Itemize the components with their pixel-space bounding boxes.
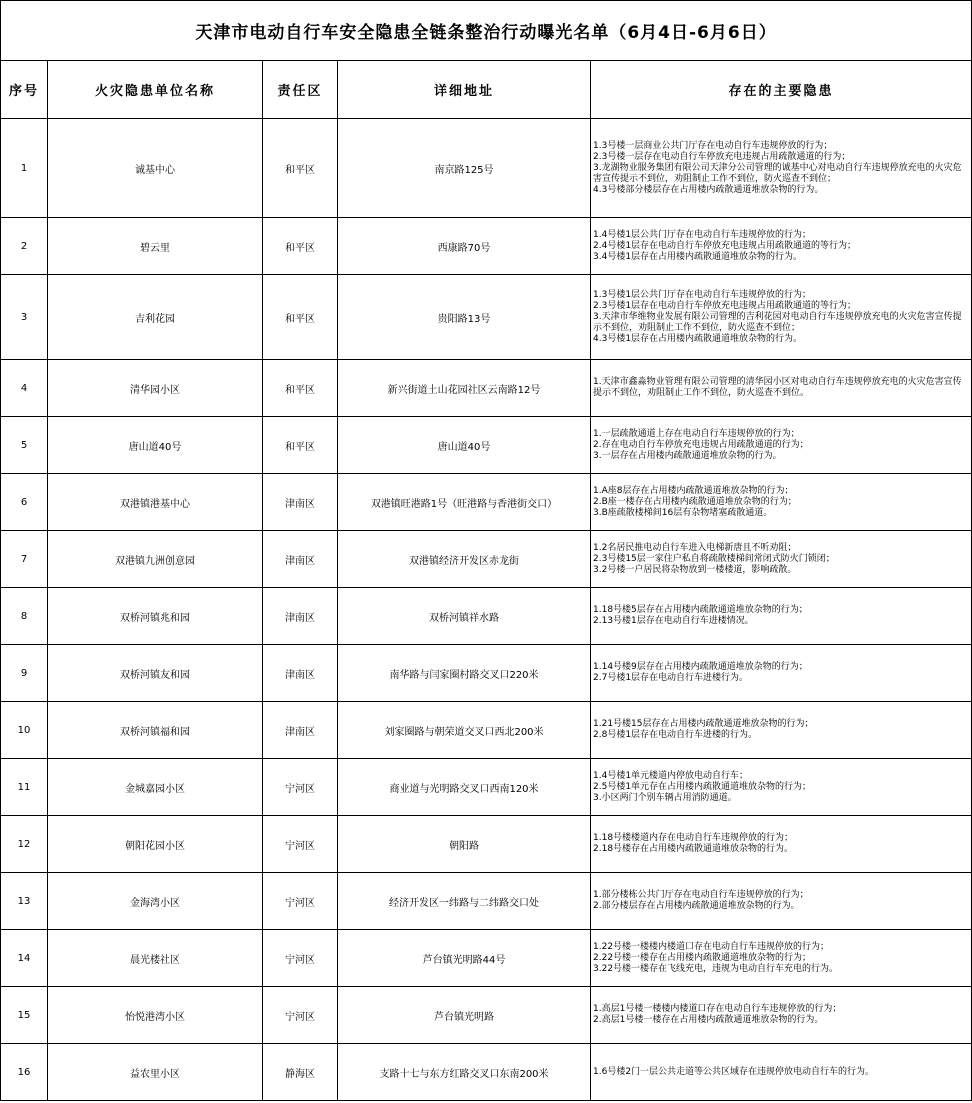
hazard-item: 1.21号楼15层存在占用楼内疏散通道堆放杂物的行为； xyxy=(593,719,814,729)
hazard-item: 3.小区两门个别车辆占用消防通道。 xyxy=(593,792,737,803)
unit-name: 益农里小区 xyxy=(48,1044,263,1101)
unit-name: 朝阳花园小区 xyxy=(48,816,263,873)
unit-name: 诚基中心 xyxy=(48,119,263,218)
hazard-item: 2.18号楼存在占用楼内疏散通道堆放杂物的行为。 xyxy=(593,844,794,854)
row-number: 1 xyxy=(1,119,48,218)
hazard-item: 2.13号楼1层存在电动自行车进楼情况。 xyxy=(593,616,754,626)
address: 贵阳路13号 xyxy=(338,275,591,360)
hazard-list xyxy=(591,531,972,588)
hazard-item: 2.22号楼一楼存在占用楼内疏散通道堆放杂物的行为； xyxy=(593,952,812,963)
row-number: 5 xyxy=(1,417,48,474)
table-row xyxy=(1,588,972,645)
row-number: 2 xyxy=(1,218,48,275)
district: 和平区 xyxy=(263,218,338,275)
district: 静海区 xyxy=(263,1044,338,1101)
hazard-item: 1.A座8层存在占用楼内疏散通道堆放杂物的行为； xyxy=(593,485,794,496)
table-row xyxy=(1,1044,972,1101)
col-header-address: 详细地址 xyxy=(338,61,591,119)
district: 和平区 xyxy=(263,275,338,360)
district: 宁河区 xyxy=(263,987,338,1044)
hazard-item: 2.5号楼1单元存在占用楼内疏散通道堆放杂物的行为； xyxy=(593,781,812,792)
table-row xyxy=(1,987,972,1044)
district: 津南区 xyxy=(263,588,338,645)
hazard-item: 4.3号楼部分楼层存在占用楼内疏散通道堆放杂物的行为。 xyxy=(593,184,824,195)
unit-name: 双港镇港基中心 xyxy=(48,474,263,531)
unit-name: 怡悦港湾小区 xyxy=(48,987,263,1044)
unit-name: 金城嘉园小区 xyxy=(48,759,263,816)
table-row xyxy=(1,531,972,588)
row-number: 11 xyxy=(1,759,48,816)
address: 商业道与光明路交叉口西南120米 xyxy=(338,759,591,816)
table-row xyxy=(1,119,972,218)
hazard-item: 3.22号楼一楼存在飞线充电，违规为电动自行车充电的行为。 xyxy=(593,963,839,974)
district: 和平区 xyxy=(263,417,338,474)
district: 津南区 xyxy=(263,702,338,759)
col-header-unit: 火灾隐患单位名称 xyxy=(48,61,263,119)
col-header-no: 序号 xyxy=(1,61,48,119)
row-number: 9 xyxy=(1,645,48,702)
district: 宁河区 xyxy=(263,873,338,930)
hazard-item: 1.18号楼5层存在占用楼内疏散通道堆放杂物的行为； xyxy=(593,605,808,615)
row-number: 7 xyxy=(1,531,48,588)
hazard-item: 1.天津市鑫淼物业管理有限公司管理的清华园小区对电动自行车违规停放充电的火灾危害宣传提示不到位，劝阻制止工作不到位，防火巡查不到位。 xyxy=(593,377,962,398)
unit-name: 唐山道40号 xyxy=(48,417,263,474)
hazard-item: 3.天津市华维物业发展有限公司管理的吉利花园对电动自行车违规停放充电的火灾危害宣传提示不到位，劝阻制止工作不到位，防火巡查不到位； xyxy=(593,311,962,333)
hazard-item: 1.高层1号楼一楼楼内楼道口存在电动自行车违规停放的行为； xyxy=(593,1004,842,1014)
table-row xyxy=(1,275,972,360)
table-row xyxy=(1,702,972,759)
row-number: 13 xyxy=(1,873,48,930)
unit-name: 碧云里 xyxy=(48,218,263,275)
table-row xyxy=(1,816,972,873)
hazard-list xyxy=(591,702,972,759)
district: 和平区 xyxy=(263,119,338,218)
hazard-list xyxy=(591,816,972,873)
district: 宁河区 xyxy=(263,930,338,987)
hazard-item: 1.3号楼1层公共门厅存在电动自行车违规停放的行为； xyxy=(593,289,812,300)
hazard-item: 3.4号楼1层存在占用楼内疏散通道堆放杂物的行为。 xyxy=(593,251,803,262)
row-number: 6 xyxy=(1,474,48,531)
district: 津南区 xyxy=(263,531,338,588)
col-header-hazards: 存在的主要隐患 xyxy=(591,61,972,119)
hazard-item: 2.7号楼1层存在电动自行车进楼行为。 xyxy=(593,673,749,683)
page-title: 天津市电动自行车安全隐患全链条整治行动曝光名单（6月4日-6月6日） xyxy=(1,1,972,61)
district: 和平区 xyxy=(263,360,338,417)
address: 南华路与闫家圈村路交叉口220米 xyxy=(338,645,591,702)
address: 南京路125号 xyxy=(338,119,591,218)
hazard-item: 1.18号楼楼道内存在电动自行车违规停放的行为； xyxy=(593,833,794,843)
row-number: 15 xyxy=(1,987,48,1044)
hazard-item: 2.B座一楼存在占用楼内疏散通道堆放杂物的行为； xyxy=(593,496,797,507)
row-number: 10 xyxy=(1,702,48,759)
hazard-item: 2.高层1号楼一楼存在占用楼内疏散通道堆放杂物的行为。 xyxy=(593,1015,824,1025)
address: 唐山道40号 xyxy=(338,417,591,474)
hazard-list xyxy=(591,275,972,360)
district: 宁河区 xyxy=(263,816,338,873)
hazard-list xyxy=(591,873,972,930)
hazard-item: 1.14号楼9层存在占用楼内疏散通道堆放杂物的行为； xyxy=(593,662,808,672)
title-row xyxy=(1,1,972,61)
hazard-item: 2.3号楼1层存在电动自行车停放充电违规占用疏散通道的等行为； xyxy=(593,300,857,311)
hazard-item: 3.一层存在占用楼内疏散通道堆放杂物的行为。 xyxy=(593,450,782,461)
hazard-item: 3.2号楼一户居民将杂物放到一楼楼道，影响疏散。 xyxy=(593,564,797,575)
hazard-item: 3.B座疏散楼梯间16层有杂物堵塞疏散通道。 xyxy=(593,507,773,518)
hazard-item: 1.3号楼一层商业公共门厅存在电动自行车违规停放的行为； xyxy=(593,140,833,151)
row-number: 3 xyxy=(1,275,48,360)
hazard-item: 1.4号楼1单元楼道内停放电动自行车； xyxy=(593,770,749,781)
hazard-item: 1.2名居民推电动自行车进入电梯新唐且不听劝阻； xyxy=(593,542,797,553)
hazard-list xyxy=(591,930,972,987)
hazard-item: 2.部分楼层存在占用楼内疏散通道堆放杂物的行为。 xyxy=(593,901,800,911)
row-number: 12 xyxy=(1,816,48,873)
table-row xyxy=(1,360,972,417)
address: 支路十七与东方红路交叉口东南200米 xyxy=(338,1044,591,1101)
row-number: 14 xyxy=(1,930,48,987)
hazard-list xyxy=(591,759,972,816)
table-row xyxy=(1,930,972,987)
unit-name: 双港镇九洲创意园 xyxy=(48,531,263,588)
hazard-item: 1.22号楼一楼楼内楼道口存在电动自行车违规停放的行为； xyxy=(593,941,830,952)
unit-name: 双桥河镇兆和园 xyxy=(48,588,263,645)
table-row xyxy=(1,759,972,816)
unit-name: 吉利花园 xyxy=(48,275,263,360)
address: 朝阳路 xyxy=(338,816,591,873)
address: 芦台镇光明路44号 xyxy=(338,930,591,987)
hazard-item: 4.3号楼1层存在占用楼内疏散通道堆放杂物的行为。 xyxy=(593,333,803,344)
hazard-list xyxy=(591,1044,972,1101)
address: 新兴街道土山花园社区云南路12号 xyxy=(338,360,591,417)
row-number: 4 xyxy=(1,360,48,417)
hazard-item: 1.4号楼1层公共门厅存在电动自行车违规停放的行为； xyxy=(593,229,812,240)
address: 经济开发区一纬路与二纬路交口处 xyxy=(338,873,591,930)
hazard-list xyxy=(591,417,972,474)
unit-name: 清华园小区 xyxy=(48,360,263,417)
table-row xyxy=(1,474,972,531)
unit-name: 晨光楼社区 xyxy=(48,930,263,987)
address: 西康路70号 xyxy=(338,218,591,275)
table-row xyxy=(1,873,972,930)
hazard-item: 1.一层疏散通道上存在电动自行车违规停放的行为； xyxy=(593,428,800,439)
hazard-item: 2.3号楼一层存在电动自行车停放充电违规占用疏散通道的行为； xyxy=(593,151,851,162)
unit-name: 双桥河镇友和园 xyxy=(48,645,263,702)
unit-name: 双桥河镇福和园 xyxy=(48,702,263,759)
hazard-list xyxy=(591,218,972,275)
address: 双港镇经济开发区赤龙街 xyxy=(338,531,591,588)
address: 刘家圈路与朝荣道交叉口西北200米 xyxy=(338,702,591,759)
address: 芦台镇光明路 xyxy=(338,987,591,1044)
row-number: 8 xyxy=(1,588,48,645)
district: 宁河区 xyxy=(263,759,338,816)
unit-name: 金海湾小区 xyxy=(48,873,263,930)
table-row xyxy=(1,218,972,275)
address: 双桥河镇祥水路 xyxy=(338,588,591,645)
hazard-list xyxy=(591,474,972,531)
hazard-item: 2.存在电动自行车停放充电违规占用疏散通道的行为； xyxy=(593,439,809,450)
hazard-list xyxy=(591,588,972,645)
hazard-item: 2.8号楼1层存在电动自行车进楼的行为。 xyxy=(593,730,758,740)
hazard-list xyxy=(591,119,972,218)
hazard-item: 3.龙湖物业服务集团有限公司天津分公司管理的诚基中心对电动自行车违规停放充电的火灾危害宣传提示不到位，劝阻制止工作不到位，防火巡查不到位； xyxy=(593,162,962,184)
row-number: 16 xyxy=(1,1044,48,1101)
hazard-item: 1.部分楼栋公共门厅存在电动自行车违规停放的行为； xyxy=(593,890,809,900)
hazard-item: 2.4号楼1层存在电动自行车停放充电违规占用疏散通道的等行为； xyxy=(593,240,857,251)
table-row xyxy=(1,645,972,702)
district: 津南区 xyxy=(263,645,338,702)
district: 津南区 xyxy=(263,474,338,531)
hazard-list xyxy=(591,987,972,1044)
hazard-list xyxy=(591,360,972,417)
hazard-item: 1.6号楼2门一层公共走道等公共区域存在违规停放电动自行车的行为。 xyxy=(593,1066,875,1077)
header-row xyxy=(1,61,972,119)
col-header-district: 责任区 xyxy=(263,61,338,119)
address: 双港镇旺港路1号（旺港路与香港街交口） xyxy=(338,474,591,531)
hazard-list xyxy=(591,645,972,702)
table-row xyxy=(1,417,972,474)
hazard-item: 2.3号楼15层一家住户私自将疏散楼梯间常闭式防火门锁闭； xyxy=(593,553,835,564)
